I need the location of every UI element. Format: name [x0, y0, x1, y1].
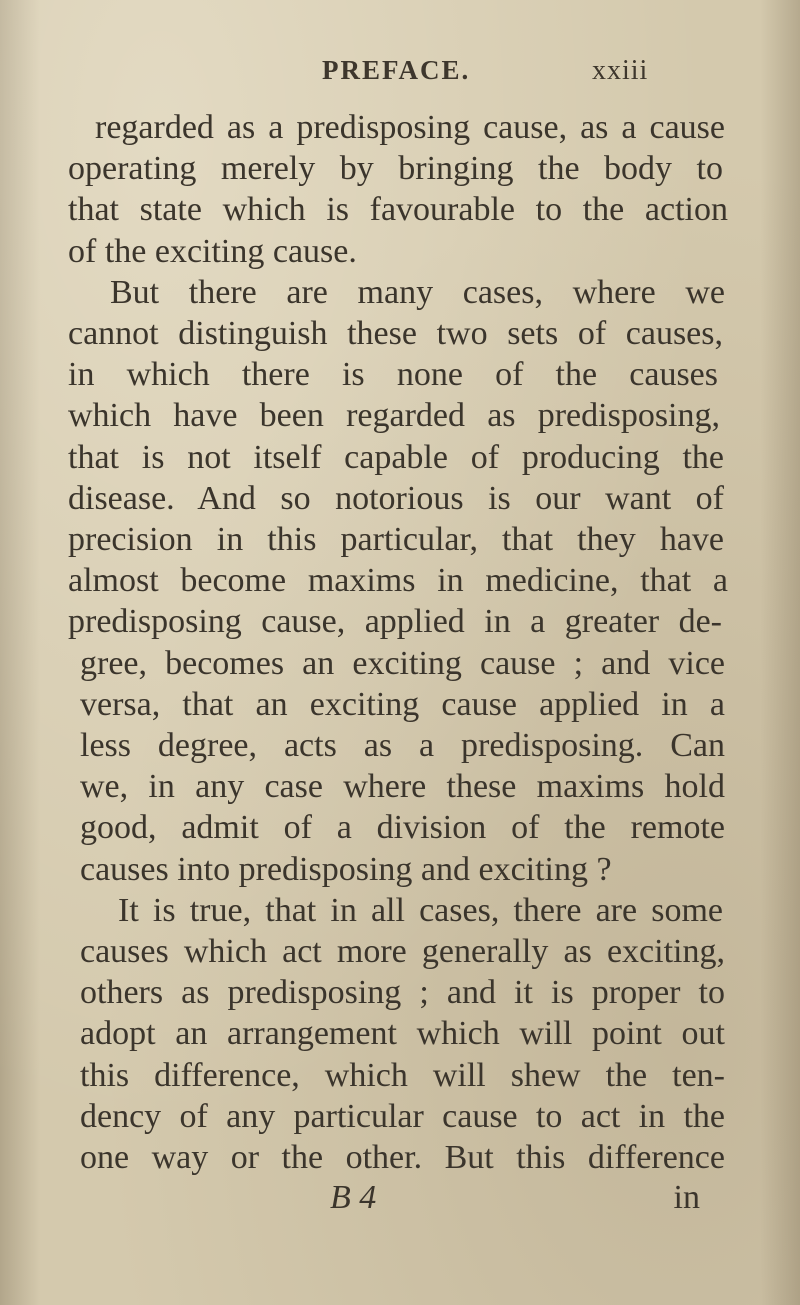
text-line: that state which is favourable to the action — [68, 191, 728, 229]
text-line: disease. And so notorious is our want of — [68, 479, 724, 517]
text-line: others as predisposing ; and it is proper to — [80, 974, 725, 1012]
text-line: less degree, acts as a predisposing. Can — [80, 727, 725, 764]
text-line: It is true, that in all cases, there are some — [118, 891, 723, 929]
text-line: gree, becomes an exciting cause ; and vice — [80, 644, 725, 682]
text-line: But there are many cases, where we — [110, 273, 725, 311]
page-footer — [330, 1179, 700, 1223]
text-line: predisposing cause, applied in a greater de- — [68, 603, 722, 641]
text-line: versa, that an exciting cause applied in a — [80, 685, 725, 723]
text-line: precision in this particular, that they have — [68, 521, 724, 558]
text-line: one way or the other. But this difference — [80, 1139, 725, 1176]
text-line: that is not itself capable of producing the — [68, 438, 724, 476]
text-line: of the exciting cause. — [68, 232, 357, 270]
text-line: operating merely by bringing the body to — [68, 150, 723, 188]
text-line: we, in any case where these maxims hold — [80, 768, 725, 806]
text-line: dency of any particular cause to act in the — [80, 1097, 725, 1135]
page-number: xxiii — [592, 55, 649, 86]
catchword: in — [673, 1179, 700, 1217]
text-line: adopt an arrangement which will point out — [80, 1015, 725, 1053]
text-line: causes into predisposing and exciting ? — [80, 850, 612, 888]
signature-mark: B 4 — [330, 1179, 377, 1217]
text-line: this difference, which will shew the ten- — [80, 1056, 725, 1094]
page-header — [250, 55, 730, 95]
text-line: good, admit of a division of the remote — [80, 809, 725, 847]
text-line: almost become maxims in medicine, that a — [68, 562, 728, 600]
text-line: regarded as a predisposing cause, as a cause — [95, 109, 725, 146]
text-line: cannot distinguish these two sets of causes, — [68, 315, 723, 352]
running-head: PREFACE. — [322, 55, 471, 85]
text-line: causes which act more generally as exciting, — [80, 933, 725, 970]
text-line: which have been regarded as predisposing, — [68, 397, 720, 435]
text-line: in which there is none of the causes — [68, 356, 718, 394]
